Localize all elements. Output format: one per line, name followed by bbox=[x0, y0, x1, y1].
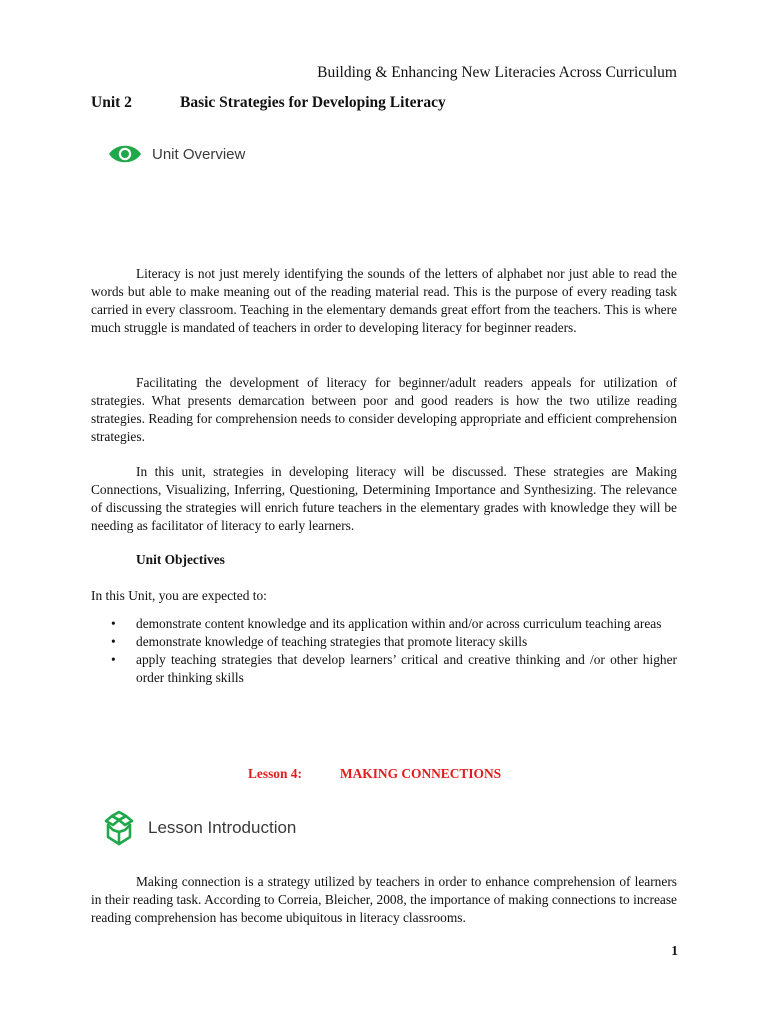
overview-paragraph-1: Literacy is not just merely identifying the sounds of the letters of alphabet nor just able to read the words but able to make meaning out of the reading material read. This is the purpose of every reading task carried in every classroom. Teaching in the elementary demands great effort from the teachers. This is where much struggle is mandated of teachers in order to developing literacy for beginner readers. bbox=[91, 266, 677, 335]
unit-title: Basic Strategies for Developing Literacy bbox=[180, 94, 446, 111]
page-number: 1 bbox=[671, 943, 678, 958]
lesson-title: MAKING CONNECTIONS bbox=[340, 766, 502, 781]
objective-text: apply teaching strategies that develop learners’ critical and creative thinking and /or other higher order thinking skills bbox=[136, 652, 677, 685]
bullet: • bbox=[111, 652, 116, 667]
unit-objectives-heading: Unit Objectives bbox=[136, 552, 225, 567]
unit-number: Unit 2 bbox=[91, 94, 132, 111]
open-box-icon bbox=[99, 808, 139, 848]
bullet: • bbox=[111, 634, 116, 649]
objectives-list bbox=[91, 615, 677, 687]
objectives-intro: In this Unit, you are expected to: bbox=[91, 588, 267, 603]
lesson-number: Lesson 4: bbox=[248, 766, 302, 781]
overview-paragraph-3: In this unit, strategies in developing literacy will be discussed. These strategies are Making Connections, Visualizing, Inferring, Questioning, Determining Importance and Synthesizing. The relevance of discussing the strategies will enrich future teachers in the elementary grades with knowledge they will be needing as facilitator of literacy to early learners. bbox=[91, 464, 677, 533]
unit-overview-label: Unit Overview bbox=[152, 145, 246, 163]
list-item bbox=[91, 615, 677, 633]
lesson-heading bbox=[248, 766, 501, 782]
unit-overview-badge bbox=[108, 143, 245, 165]
overview-paragraph-2: Facilitating the development of literacy for beginner/adult readers appeals for utilization of strategies. What presents demarcation between poor and good readers is how the two utilize reading strategies. Reading for comprehension needs to consider developing appropriate and efficient comprehension strategies. bbox=[91, 375, 677, 444]
lesson-introduction-label: Lesson Introduction bbox=[148, 818, 297, 837]
objective-text: demonstrate content knowledge and its application within and/or across curriculum teaching areas bbox=[136, 616, 662, 631]
objective-text: demonstrate knowledge of teaching strategies that promote literacy skills bbox=[136, 634, 528, 649]
lesson-introduction-badge bbox=[99, 808, 296, 848]
bullet: • bbox=[111, 616, 116, 631]
lesson-intro-paragraph: Making connection is a strategy utilized by teachers in order to enhance comprehension of learners in their reading task. According to Correia, Bleicher, 2008, the importance of making connections to increase reading comprehension has become ubiquitous in literacy classrooms. bbox=[91, 874, 677, 925]
list-item bbox=[91, 633, 677, 651]
eye-icon bbox=[108, 143, 142, 165]
list-item bbox=[91, 651, 677, 687]
running-header: Building & Enhancing New Literacies Across Curriculum bbox=[317, 64, 677, 81]
unit-heading bbox=[91, 94, 446, 112]
